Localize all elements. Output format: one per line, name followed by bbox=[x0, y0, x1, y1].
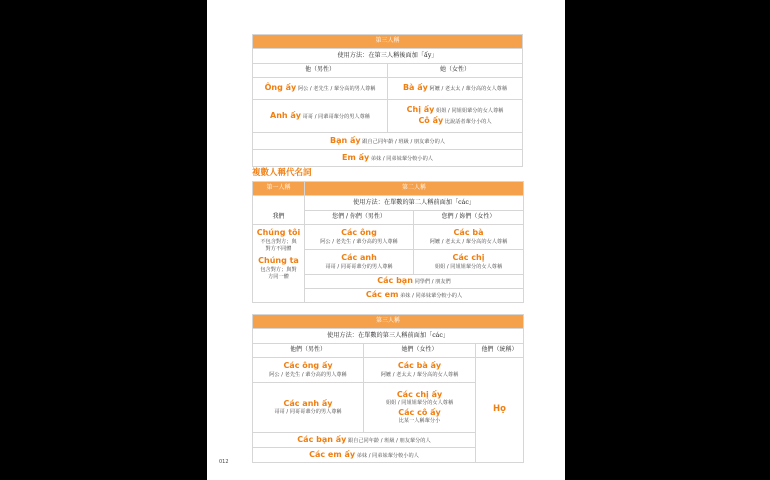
pronoun-meaning: 哥哥 / 同哥哥輩分的男人尊稱 bbox=[325, 263, 393, 270]
vietnamese-pronoun: Các em bbox=[365, 290, 399, 300]
pronoun-meaning: 阿公 / 老先生 / 輩分高的男人尊稱 bbox=[269, 371, 347, 378]
vietnamese-pronoun: Ông ấy bbox=[264, 83, 297, 93]
plural-third-table bbox=[252, 314, 524, 463]
pronoun-cell bbox=[305, 275, 524, 289]
pronoun-meaning: 阿公 / 老先生 / 輩分高的男人尊稱 bbox=[297, 86, 376, 93]
vietnamese-pronoun: Chị ấy bbox=[406, 105, 435, 115]
pronoun-meaning: 哥哥 / 同輩哥輩分的男人尊稱 bbox=[302, 113, 370, 120]
general-pronoun-cell bbox=[476, 358, 524, 463]
pronoun-meaning: 弟妹 / 同弟妹輩分較小的人 bbox=[400, 293, 463, 300]
pronoun-cell bbox=[253, 133, 523, 150]
pronoun-cell bbox=[305, 289, 524, 303]
vietnamese-pronoun: Các bà ấy bbox=[397, 361, 442, 371]
pronoun-meaning: 阿嬤 / 老太太 / 輩分高的女人尊稱 bbox=[429, 238, 508, 245]
vietnamese-pronoun: Anh ấy bbox=[270, 110, 302, 120]
third-person-singular-table bbox=[252, 34, 523, 167]
pronoun-meaning: 跟自己同年齡 / 班級 / 朋友輩分的人 bbox=[347, 437, 431, 444]
vietnamese-pronoun: Các anh ấy bbox=[283, 398, 333, 408]
pronoun-meaning: 跟自己同年齡 / 班級 / 朋友輩分的人 bbox=[362, 138, 445, 145]
pronoun-cell bbox=[305, 250, 414, 275]
column-header-male: 他們（男性） bbox=[253, 344, 364, 358]
pronoun-meaning: 弟妹 / 同弟妹輩分較小的人 bbox=[356, 452, 419, 459]
pronoun-cell bbox=[253, 358, 364, 383]
pronoun-cell bbox=[414, 225, 524, 250]
pronoun-cell bbox=[253, 433, 476, 448]
pronoun-meaning: 包含對方；與對方同一體 bbox=[260, 266, 297, 280]
table-band-header: 第三人稱 bbox=[253, 35, 523, 49]
page-number: 012 bbox=[219, 459, 229, 465]
pronoun-cell bbox=[253, 78, 388, 100]
vietnamese-pronoun: Các em ấy bbox=[309, 449, 356, 459]
vietnamese-pronoun: Các bà bbox=[453, 228, 484, 238]
vietnamese-pronoun: Các bạn ấy bbox=[297, 434, 347, 444]
vietnamese-pronoun: Chúng tôi bbox=[256, 228, 301, 237]
vietnamese-pronoun: Các bạn bbox=[377, 276, 413, 286]
pronoun-cell bbox=[388, 100, 523, 133]
column-header-male: 他（男性） bbox=[253, 64, 388, 78]
vietnamese-pronoun: Họ bbox=[493, 404, 506, 415]
pronoun-cell bbox=[253, 383, 364, 433]
pronoun-cell bbox=[414, 250, 524, 275]
pronoun-cell bbox=[253, 448, 476, 463]
table-band-header: 第三人稱 bbox=[253, 315, 524, 329]
pronoun-meaning: 不包含對方；與對方不同體 bbox=[260, 238, 297, 252]
vietnamese-pronoun: Các chị bbox=[452, 253, 485, 263]
usage-row: 使用方法：在單數的第三人稱前面加「các」 bbox=[253, 329, 524, 344]
pronoun-cell bbox=[253, 100, 388, 133]
pronoun-cell bbox=[388, 78, 523, 100]
vietnamese-pronoun: Các ông bbox=[341, 228, 377, 238]
vietnamese-pronoun: Các chị ấy bbox=[396, 389, 443, 399]
vietnamese-pronoun: Các anh bbox=[341, 253, 377, 263]
pronoun-cell bbox=[305, 225, 414, 250]
column-header-general: 他們（統稱） bbox=[476, 344, 524, 358]
pronoun-meaning: 弟妹 / 同弟妹輩分較小的人 bbox=[370, 155, 433, 162]
vietnamese-pronoun: Cô ấy bbox=[418, 116, 444, 125]
vietnamese-pronoun: Em ấy bbox=[342, 152, 370, 162]
we-cell bbox=[253, 225, 305, 303]
section-title: 複數人稱代名詞 bbox=[252, 168, 312, 178]
pronoun-meaning: 阿公 / 老先生 / 輩分高的男人尊稱 bbox=[320, 238, 398, 245]
pronoun-meaning: 姐姐 / 同姐姐輩分的女人尊稱 bbox=[385, 400, 454, 407]
column-header-we: 我們 bbox=[253, 196, 305, 225]
vietnamese-pronoun: Các ông ấy bbox=[283, 361, 333, 371]
pronoun-meaning: 比說話者輩分小的人 bbox=[444, 119, 492, 125]
pronoun-cell bbox=[253, 150, 523, 167]
column-header-female: 她們（女性） bbox=[364, 344, 476, 358]
pronoun-meaning: 比某一人稱輩分小 bbox=[398, 418, 441, 425]
column-header-female: 她（女性） bbox=[388, 64, 523, 78]
pronoun-meaning: 阿嬤 / 老太太 / 輩分高的女人尊稱 bbox=[429, 86, 508, 93]
band-first-person: 第一人稱 bbox=[253, 182, 305, 196]
band-second-person: 第二人稱 bbox=[305, 182, 524, 196]
pronoun-meaning: 同學們 / 朋友們 bbox=[414, 279, 451, 286]
vietnamese-pronoun: Bạn ấy bbox=[330, 135, 361, 145]
column-header-female: 您們 / 妳們（女性） bbox=[414, 211, 524, 225]
book-page bbox=[207, 0, 565, 480]
pronoun-meaning: 哥哥 / 同哥哥輩分的男人尊稱 bbox=[274, 409, 342, 416]
pronoun-meaning: 阿嬤 / 老太太 / 輩分高的女人尊稱 bbox=[380, 371, 459, 378]
column-header-male: 您們 / 你們（男性） bbox=[305, 211, 414, 225]
pronoun-cell bbox=[364, 358, 476, 383]
pronoun-meaning: 姐姐 / 同姐姐輩分的女人尊稱 bbox=[436, 108, 504, 115]
pronoun-cell bbox=[364, 383, 476, 433]
pronoun-meaning: 姐姐 / 同姐姐輩分的女人尊稱 bbox=[434, 263, 503, 270]
vietnamese-pronoun: Chúng ta bbox=[258, 255, 299, 265]
usage-row: 使用方法：在單數的第二人稱前面加「các」 bbox=[305, 196, 524, 211]
vietnamese-pronoun: Các cô ấy bbox=[398, 407, 441, 417]
usage-row: 使用方法：在第三人稱後面加「ấy」 bbox=[253, 49, 523, 64]
plural-first-second-table bbox=[252, 181, 524, 303]
vietnamese-pronoun: Bà ấy bbox=[402, 83, 428, 93]
